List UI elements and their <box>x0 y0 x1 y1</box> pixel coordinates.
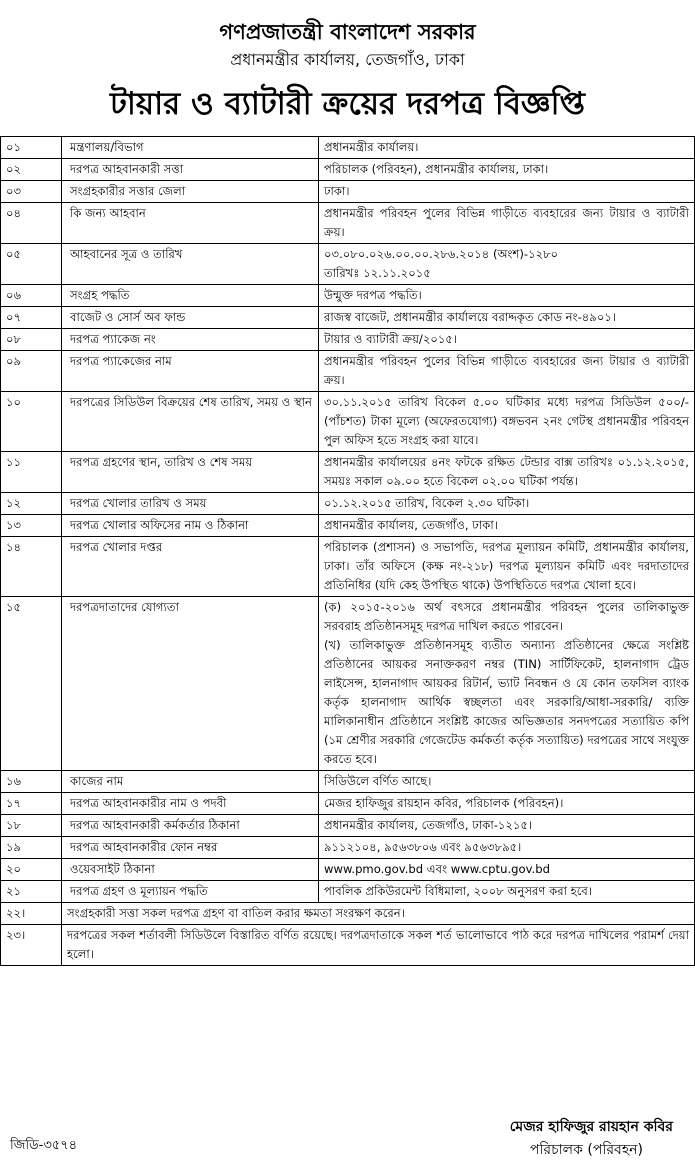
government-title: গণপ্রজাতন্ত্রী বাংলাদেশ সরকার <box>219 20 476 44</box>
row-value <box>319 392 695 452</box>
table-row <box>1 351 695 392</box>
row-number: ০১ <box>1 137 62 159</box>
signatory-name: মেজর হাফিজুর রায়হান কবির <box>509 1119 673 1135</box>
table-row <box>1 515 695 537</box>
row-number: ০৬ <box>1 285 62 307</box>
row-value <box>319 181 695 203</box>
row-value <box>319 881 695 903</box>
table-row <box>1 837 695 859</box>
table-row-wide <box>1 903 695 925</box>
table-row <box>1 137 695 159</box>
row-value-text: প্রধানমন্ত্রীর পরিবহন পুলের বিভিন্ন গাড়ীতে ব্যবহারের জন্য টায়ার ও ব্যাটারী ক্রয়। <box>324 354 689 387</box>
row-value-text: www.pmo.gov.bd এবং www.cptu.gov.bd <box>324 862 550 876</box>
row-label: সংগ্রহ পদ্ধতি <box>62 285 319 307</box>
row-value-text: প্রধানমন্ত্রীর কার্যালয়, তেজগাঁও, ঢাকা। <box>324 518 498 532</box>
table-row <box>1 244 695 285</box>
row-number: ১৯ <box>1 837 62 859</box>
row-label: আহবানের সূত্র ও তারিখ <box>62 244 319 285</box>
table-row <box>1 159 695 181</box>
row-number: ০৪ <box>1 203 62 244</box>
row-number: ০৮ <box>1 329 62 351</box>
row-value-text: মেজর হাফিজুর রায়হান কবির, পরিচালক (পরিবহন)। <box>324 796 564 810</box>
row-number: ০৩ <box>1 181 62 203</box>
row-value-text: ০১.১২.২০১৫ তারিখ, বিকেল ২.৩০ ঘটিকা। <box>324 496 530 510</box>
row-label: দরপত্র গ্রহণ ও মূল্যায়ন পদ্ধতি <box>62 881 319 903</box>
row-value-text: ৩০.১১.২০১৫ তারিখ বিকেল ৫.০০ ঘটিকার মধ্যে দরপত্র সিডিউল ৫০০/- (পাঁচশত) টাকা মূল্যে (অফেরতযোগ্য) বঙ্গভবন ২নং গেটস্থ প্রধানমন্ত্রীর পরিবহন পুল অফিস হতে সংগ্রহ করা যাবে। <box>324 395 689 447</box>
row-value-text: ৯১১২১০৪, ৯৫৬৩৮০৬ এবং ৯৫৬৩৮৯৫। <box>324 840 522 854</box>
row-value <box>319 203 695 244</box>
row-number: ২২। <box>1 903 62 925</box>
row-label: দরপত্র খোলার দপ্তর <box>62 537 319 597</box>
row-number: ০৫ <box>1 244 62 285</box>
row-value <box>319 244 695 285</box>
row-value-text: টায়ার ও ব্যাটারী ক্রয়/২০১৫। <box>324 332 458 346</box>
table-row <box>1 392 695 452</box>
row-number: ১৮ <box>1 815 62 837</box>
row-number: ১৪ <box>1 537 62 597</box>
row-number: ০৭ <box>1 307 62 329</box>
row-value <box>319 137 695 159</box>
row-value <box>319 285 695 307</box>
row-statement: সংগ্রহকারী সত্তা সকল দরপত্র গ্রহণ বা বাতিল করার ক্ষমতা সংরক্ষণ করেন। <box>62 903 695 925</box>
notice-title: টায়ার ও ব্যাটারী ক্রয়ের দরপত্র বিজ্ঞপ্তি <box>110 86 585 122</box>
row-value <box>319 493 695 515</box>
row-number: ১৬ <box>1 771 62 793</box>
table-row <box>1 452 695 493</box>
table-row <box>1 181 695 203</box>
row-value <box>319 452 695 493</box>
row-value-text: ০৩.০৮০.০২৬.০০.০০.২৮৬.২০১৪ (অংশ)-১২৮০ <box>324 247 559 261</box>
row-label: মন্ত্রণালয়/বিভাগ <box>62 137 319 159</box>
row-label: বাজেট ও সোর্স অব ফান্ড <box>62 307 319 329</box>
row-value <box>319 307 695 329</box>
row-number: ০২ <box>1 159 62 181</box>
row-label: দরপত্রদাতাদের যোগ্যতা <box>62 597 319 771</box>
row-value-text: (ক) ২০১৫-২০১৬ অর্থ বৎসরে প্রধানমন্ত্রীর পরিবহন পুলের তালিকাভুক্ত সরবরাহ প্রতিষ্ঠানসমূহ দরপত্র দাখিল করতে পারবেন। <box>324 600 689 633</box>
table-row <box>1 859 695 881</box>
row-number: ২০ <box>1 859 62 881</box>
row-number: ১৫ <box>1 597 62 771</box>
row-number: ২৩। <box>1 925 62 966</box>
row-value <box>319 837 695 859</box>
row-statement: দরপত্রের সকল শর্তাবলী সিডিউলে বিস্তারিত বর্ণিত রয়েছে। দরপত্রদাতাকে সকল শর্ত ভালোভাবে পাঠ করে দরপত্র দাখিলের পরামর্শ দেয়া হলো। <box>62 925 695 966</box>
row-label: দরপত্র আহবানকারীর ফোন নম্বর <box>62 837 319 859</box>
row-value-text: ঢাকা। <box>324 184 350 198</box>
row-number: ১৭ <box>1 793 62 815</box>
row-label: দরপত্র আহবানকারীর নাম ও পদবী <box>62 793 319 815</box>
row-number: ১৩ <box>1 515 62 537</box>
row-number: ২১ <box>1 881 62 903</box>
row-value <box>319 597 695 771</box>
tender-details-table <box>0 136 695 966</box>
row-value <box>319 159 695 181</box>
row-value <box>319 793 695 815</box>
row-value-text: প্রধানমন্ত্রীর কার্যালয়, তেজগাঁও, ঢাকা-১২১৫। <box>324 818 533 832</box>
row-label: দরপত্র প্যাকেজের নাম <box>62 351 319 392</box>
row-label: দরপত্র খোলার তারিখ ও সময় <box>62 493 319 515</box>
office-address: প্রধানমন্ত্রীর কার্যালয়, তেজগাঁও, ঢাকা <box>230 50 465 69</box>
row-value <box>319 815 695 837</box>
row-value-text: রাজস্ব বাজেট, প্রধানমন্ত্রীর কার্যালয়ে বরাদ্দকৃত কোড নং-৪৯০১। <box>324 310 617 324</box>
row-value-text: পরিচালক (পরিবহন), প্রধানমন্ত্রীর কার্যালয়, ঢাকা। <box>324 162 549 176</box>
table-row-wide <box>1 925 695 966</box>
row-value <box>319 771 695 793</box>
row-label: কাজের নাম <box>62 771 319 793</box>
row-number: ১০ <box>1 392 62 452</box>
row-label: দরপত্র আহবানকারী সত্তা <box>62 159 319 181</box>
table-row <box>1 771 695 793</box>
row-label: সংগ্রহকারীর সত্তার জেলা <box>62 181 319 203</box>
row-label: দরপত্র আহবানকারী কর্মকর্তার ঠিকানা <box>62 815 319 837</box>
row-label: দরপত্র খোলার অফিসের নাম ও ঠিকানা <box>62 515 319 537</box>
row-number: ১২ <box>1 493 62 515</box>
row-label: দরপত্র গ্রহণের স্থান, তারিখ ও শেষ সময় <box>62 452 319 493</box>
row-value-text-2: (খ) তালিকাভুক্ত প্রতিষ্ঠানসমূহ ব্যতীত অন্যান্য প্রতিষ্ঠানের ক্ষেত্রে সংশ্লিষ্ট প্রতিষ্ঠানের আয়কর সনাক্তকরণ নম্বর (TIN) সার্টিফিকেট, হালনাগাদ ট্রেড লাইসেন্স, হালনাগাদ আয়কর রিটার্ন, ভ্যাট নিবন্ধন ও যে কোন তফসিল ব্যাংক কর্তৃক হালনাগাদ আর্থিক স্বচ্ছলতা এবং সরকারি/আধা-সরকারি/ ব্যক্তি মালিকানাধীন প্রতিষ্ঠানে সংশ্লিষ্ট কাজের অভিজ্ঞতার সনদপত্রের সত্যায়িত কপি (১ম শ্রেণীর সরকারি গেজেটেড কর্মকর্তা কর্তৃক সত্যায়িত) দরপত্রের সাথে সংযুক্ত করতে হবে। <box>324 638 689 766</box>
reference-number: জিডি-৩৫৭৪ <box>10 1138 78 1153</box>
row-value <box>319 537 695 597</box>
table-row <box>1 493 695 515</box>
row-value-text: প্রধানমন্ত্রীর কার্যালয়। <box>324 140 419 154</box>
row-value-text: প্রধানমন্ত্রীর কার্যালয়ের ৪নং ফটকে রক্ষিত টেন্ডার বাক্স তারিখঃ ০১.১২.২০১৫, সময়ঃ সকাল ০৯.০০ হতে বিকেল ০২.০০ ঘটিকা পর্যন্ত। <box>324 455 689 488</box>
row-value-text: পরিচালক (প্রশাসন) ও সভাপতি, দরপত্র মূল্যায়ন কমিটি, প্রধানমন্ত্রীর কার্যালয়, ঢাকা। তাঁর অফিসে (কক্ষ নং-২১৮) দরপত্র মূল্যায়ন কমিটি এবং দরদাতাদের প্রতিনিধির (যদি কেহ উপস্থিত থাকে) উপস্থিতিতে দরপত্র খোলা হবে। <box>324 540 689 592</box>
table-row <box>1 307 695 329</box>
row-label: ওয়েবসাইট ঠিকানা <box>62 859 319 881</box>
table-row <box>1 815 695 837</box>
row-value-text: উন্মুক্ত দরপত্র পদ্ধতি। <box>324 288 422 302</box>
row-value <box>319 329 695 351</box>
row-value-text: সিডিউলে বর্ণিত আছে। <box>324 774 432 788</box>
row-value-text: প্রধানমন্ত্রীর পরিবহন পুলের বিভিন্ন গাড়ীতে ব্যবহারের জন্য টায়ার ও ব্যাটারী ক্রয়। <box>324 206 689 239</box>
signatory-title: পরিচালক (পরিবহন) <box>529 1142 643 1158</box>
row-value-text: পাবলিক প্রকিউরমেন্ট বিধিমালা, ২০০৮ অনুসরণ করা হবে। <box>324 884 592 898</box>
row-value-text-2: তারিখঃ ১২.১১.২০১৫ <box>324 266 431 280</box>
row-value <box>319 859 695 881</box>
table-row <box>1 537 695 597</box>
table-row <box>1 285 695 307</box>
table-row <box>1 597 695 771</box>
row-value <box>319 515 695 537</box>
row-label: কি জন্য আহবান <box>62 203 319 244</box>
row-number: ০৯ <box>1 351 62 392</box>
table-row <box>1 329 695 351</box>
row-number: ১১ <box>1 452 62 493</box>
row-label: দরপত্রের সিডিউল বিক্রয়ের শেষ তারিখ, সময় ও স্থান <box>62 392 319 452</box>
row-label: দরপত্র প্যাকেজ নং <box>62 329 319 351</box>
table-row <box>1 881 695 903</box>
table-row <box>1 203 695 244</box>
table-row <box>1 793 695 815</box>
row-value <box>319 351 695 392</box>
